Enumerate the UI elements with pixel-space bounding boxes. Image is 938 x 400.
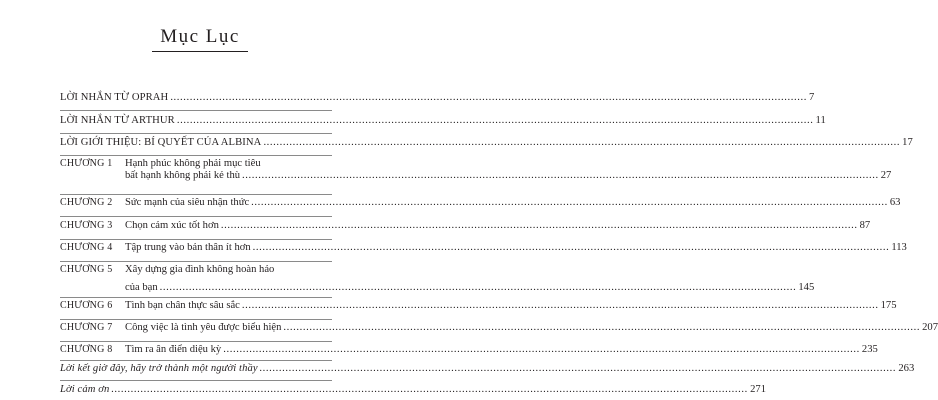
leader-dots <box>251 197 888 209</box>
divider <box>60 133 332 134</box>
toc-entry-label: Lời kết giờ đây, hãy trở thành một người thầy <box>60 363 258 374</box>
chapter-title-block <box>125 158 891 182</box>
chapter-title-row <box>125 197 900 209</box>
chapter-number: CHƯƠNG 4 <box>60 242 113 253</box>
chapter-title-block <box>125 220 870 232</box>
toc-chapter-1[interactable] <box>60 158 892 182</box>
toc-chapter-3[interactable] <box>60 220 871 232</box>
leader-dots <box>177 115 814 127</box>
leader-dots <box>221 220 858 232</box>
toc-entry-introduction[interactable] <box>60 137 913 149</box>
chapter-number: CHƯƠNG 1 <box>60 158 113 169</box>
chapter-title-row <box>125 220 870 232</box>
chapter-number: CHƯƠNG 6 <box>60 300 113 311</box>
chapter-title-line1: Xây dựng gia đình không hoàn hảo <box>125 264 275 275</box>
page-title: Mục Lục <box>152 26 248 52</box>
chapter-title: Tình bạn chân thực sâu sắc <box>125 300 240 311</box>
divider <box>60 360 332 361</box>
leader-dots <box>253 242 890 254</box>
toc-entry-acknowledgements[interactable] <box>60 384 766 396</box>
chapter-page: 63 <box>889 197 901 208</box>
toc-entry-label: LỜI NHẮN TỪ OPRAH <box>60 92 169 103</box>
chapter-title-line2-row <box>125 170 891 182</box>
divider <box>60 380 332 381</box>
divider <box>60 341 332 342</box>
toc-entry-page: 263 <box>898 363 915 374</box>
chapter-title-row <box>125 344 878 356</box>
chapter-title-row <box>125 242 907 254</box>
toc-chapter-2[interactable] <box>60 197 901 209</box>
chapter-number: CHƯƠNG 2 <box>60 197 113 208</box>
chapter-title-block <box>125 344 878 356</box>
toc-entry-label: LỜI GIỚI THIỆU: BÍ QUYẾT CỦA ALBINA <box>60 137 262 148</box>
divider <box>60 194 332 195</box>
chapter-number: CHƯƠNG 3 <box>60 220 113 231</box>
chapter-page: 145 <box>798 282 815 293</box>
toc-chapter-6[interactable] <box>60 300 897 312</box>
chapter-title-block <box>125 300 896 312</box>
divider <box>60 216 332 217</box>
chapter-title-block <box>125 197 900 209</box>
chapter-title: Chọn cảm xúc tốt hơn <box>125 220 219 231</box>
divider <box>60 239 332 240</box>
chapter-title-line1: Hạnh phúc không phải mục tiêu <box>125 158 261 169</box>
toc-entry-page: 7 <box>809 92 815 103</box>
toc-chapter-4[interactable] <box>60 242 907 254</box>
leader-dots <box>111 384 748 396</box>
leader-dots <box>283 322 920 334</box>
toc-heading-wrap <box>0 26 400 52</box>
toc-chapter-8[interactable] <box>60 344 878 356</box>
chapter-number: CHƯƠNG 5 <box>60 264 113 275</box>
chapter-title-block <box>125 242 907 254</box>
chapter-title: Tập trung vào bản thân ít hơn <box>125 242 251 253</box>
toc-chapter-5[interactable] <box>60 264 815 294</box>
divider <box>60 319 332 320</box>
toc-entry-page: 11 <box>815 115 826 126</box>
leader-dots <box>170 92 807 104</box>
chapter-title-row <box>125 322 938 334</box>
leader-dots <box>242 300 879 312</box>
divider <box>60 297 332 298</box>
chapter-title-row <box>125 300 896 312</box>
chapter-page: 235 <box>861 344 878 355</box>
divider <box>60 110 332 111</box>
toc-entry-conclusion[interactable] <box>60 363 915 375</box>
divider <box>60 261 332 262</box>
toc-chapter-7[interactable] <box>60 322 938 334</box>
chapter-number: CHƯƠNG 8 <box>60 344 113 355</box>
toc-entry-arthur[interactable] <box>60 115 826 127</box>
chapter-page: 207 <box>922 322 938 333</box>
chapter-title: Sức mạnh của siêu nhận thức <box>125 197 250 208</box>
chapter-title-block <box>125 264 814 294</box>
chapter-title-line2-row <box>125 282 814 294</box>
chapter-title: Công việc là tình yêu được biểu hiện <box>125 322 282 333</box>
divider <box>60 155 332 156</box>
leader-dots <box>160 282 797 294</box>
chapter-page: 175 <box>880 300 897 311</box>
leader-dots <box>242 170 879 182</box>
toc-entry-page: 271 <box>750 384 766 395</box>
chapter-page: 27 <box>880 170 892 181</box>
leader-dots <box>263 137 900 149</box>
chapter-page: 87 <box>859 220 871 231</box>
chapter-title-block <box>125 322 938 334</box>
toc-entry-page: 17 <box>902 137 913 148</box>
toc-entry-oprah[interactable] <box>60 92 815 104</box>
chapter-title-line2: bất hạnh không phải kẻ thù <box>125 170 241 181</box>
leader-dots <box>223 344 860 356</box>
toc-entry-label: LỜI NHẮN TỪ ARTHUR <box>60 115 175 126</box>
toc-entry-label: Lời cảm ơn <box>60 384 110 395</box>
chapter-number: CHƯƠNG 7 <box>60 322 113 333</box>
leader-dots <box>260 363 897 375</box>
chapter-title-line2: của bạn <box>125 282 158 293</box>
chapter-page: 113 <box>891 242 907 253</box>
chapter-title: Tìm ra ân điển diệu kỳ <box>125 344 222 355</box>
